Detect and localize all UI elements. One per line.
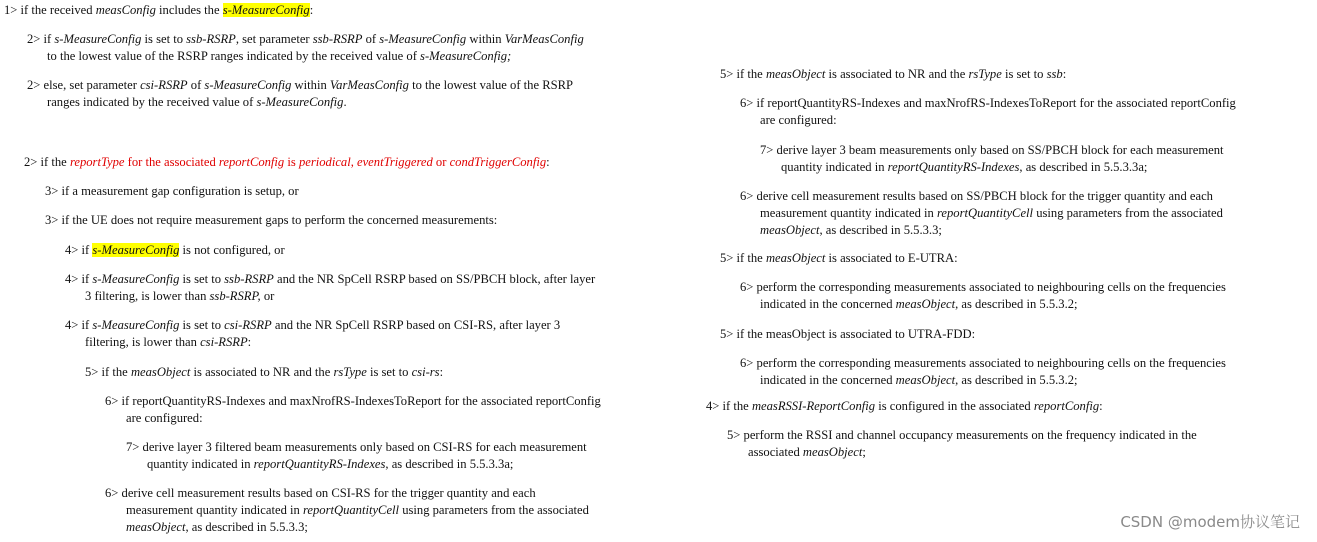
- italic-term: ssb-RSRP: [312, 32, 363, 46]
- text-run: and the NR SpCell RSRP based on CSI-RS, after layer 3: [271, 318, 561, 332]
- text-run: 5> if the: [85, 365, 131, 379]
- clause-right-9: [700, 398, 1103, 415]
- text-run: is configured in the associated: [875, 399, 1034, 413]
- text-run: is set to: [179, 272, 225, 286]
- italic-term: reportType: [69, 155, 125, 169]
- clause-line: [700, 444, 1197, 461]
- text-run: associated: [748, 445, 803, 459]
- italic-term: reportQuantityRS-Indexes: [253, 457, 386, 471]
- clause-line: [0, 94, 573, 111]
- text-run: 2> if: [27, 32, 55, 46]
- clause-line: [0, 456, 587, 473]
- clause-line: [0, 242, 285, 259]
- italic-term: s-MeasureConfig: [256, 95, 344, 109]
- clause-right-8: [700, 355, 1226, 389]
- text-run: is set to: [1001, 67, 1047, 81]
- text-run: to the lowest value of the RSRP: [408, 78, 574, 92]
- text-run: of: [362, 32, 380, 46]
- clause-line: [700, 296, 1226, 313]
- text-run: is set to: [141, 32, 187, 46]
- text-run: indicated in the concerned: [760, 373, 896, 387]
- clause-left-8: [0, 271, 595, 305]
- clause-line: [0, 317, 560, 334]
- clause-left-1: [0, 2, 313, 19]
- text-run: indicated in the concerned: [760, 297, 896, 311]
- text-run: quantity indicated in: [781, 160, 888, 174]
- clause-line: [0, 364, 443, 381]
- italic-term: reportQuantityRS-Indexes: [887, 160, 1020, 174]
- italic-term: reportConfig: [1033, 399, 1100, 413]
- clause-left-2: [0, 31, 584, 65]
- italic-term: s-MeasureConfig: [54, 32, 142, 46]
- italic-term: s-MeasureConfig: [92, 318, 180, 332]
- italic-term: s-MeasureConfig;: [420, 49, 512, 63]
- italic-term: ssb: [1046, 67, 1063, 81]
- text-run: 2> else, set parameter: [27, 78, 141, 92]
- clause-line: [700, 250, 958, 267]
- text-run: and the NR SpCell RSRP based on SS/PBCH block, after layer: [273, 272, 596, 286]
- clause-left-5: [0, 183, 299, 200]
- clause-line: [0, 334, 560, 351]
- clause-line: [0, 48, 584, 65]
- text-run: 2> if the: [24, 155, 70, 169]
- italic-term: rsType: [968, 67, 1002, 81]
- text-run: 5> perform the RSSI and channel occupancy measurements on the frequency indicated in the: [727, 428, 1197, 442]
- text-run: 4> if: [65, 318, 93, 332]
- text-run: filtering, is lower than: [85, 335, 201, 349]
- clause-line: [0, 271, 595, 288]
- italic-term: measObject: [895, 373, 956, 387]
- clause-line: [0, 519, 589, 536]
- text-run: or: [432, 155, 450, 169]
- clause-left-12: [0, 439, 587, 473]
- clause-left-6: [0, 212, 497, 229]
- text-run: ranges indicated by the received value of: [47, 95, 257, 109]
- clause-right-10: [700, 427, 1197, 461]
- text-run: is set to: [366, 365, 412, 379]
- clause-left-9: [0, 317, 560, 351]
- clause-left-3: [0, 77, 573, 111]
- text-run: :: [439, 365, 444, 379]
- italic-term: csi-RSRP: [140, 78, 188, 92]
- text-run: are configured:: [126, 411, 203, 425]
- italic-term: reportQuantityCell: [302, 503, 400, 517]
- clause-line: [0, 410, 601, 427]
- italic-term: VarMeasConfig: [504, 32, 584, 46]
- italic-term: measConfig: [95, 3, 156, 17]
- clause-line: [700, 222, 1223, 239]
- text-run: 3> if a measurement gap configuration is setup, or: [45, 184, 299, 198]
- clause-line: [700, 112, 1236, 129]
- clause-left-13: [0, 485, 589, 536]
- text-run: 6> if reportQuantityRS-Indexes and maxNrofRS-IndexesToReport for the associated reportConfig: [740, 96, 1236, 110]
- clause-line: [700, 279, 1226, 296]
- text-run: .: [343, 95, 347, 109]
- text-run: for the associated: [124, 155, 219, 169]
- clause-left-7: [0, 242, 285, 259]
- clause-line: [0, 439, 587, 456]
- text-run: , as described in 5.5.3.2;: [955, 297, 1078, 311]
- italic-term: s-MeasureConfig: [204, 78, 292, 92]
- italic-term: csi-RSRP: [200, 335, 248, 349]
- text-run: ;: [862, 445, 866, 459]
- text-run: 6> derive cell measurement results based on CSI-RS for the trigger quantity and each: [105, 486, 536, 500]
- clause-left-4: [0, 154, 550, 171]
- clause-line: [0, 485, 589, 502]
- text-run: :: [1062, 67, 1067, 81]
- highlighted-term: s-MeasureConfig: [222, 3, 310, 17]
- text-run: within: [466, 32, 505, 46]
- text-run: includes the: [155, 3, 223, 17]
- italic-term: s-MeasureConfig: [379, 32, 467, 46]
- text-run: :: [1099, 399, 1103, 413]
- italic-term: ssb-RSRP: [186, 32, 236, 46]
- text-run: :: [546, 155, 550, 169]
- clause-line: [700, 427, 1197, 444]
- clause-line: [0, 77, 573, 94]
- text-run: 3> if the UE does not require measurement gaps to perform the concerned measurements:: [45, 213, 498, 227]
- clause-line: [0, 2, 313, 19]
- text-run: measurement quantity indicated in: [126, 503, 303, 517]
- italic-term: condTriggerConfig: [449, 155, 547, 169]
- text-run: 3 filtering, is lower than: [85, 289, 210, 303]
- text-run: is associated to NR and the: [825, 67, 969, 81]
- italic-term: csi-RSRP: [224, 318, 272, 332]
- italic-term: eventTriggered: [357, 155, 433, 169]
- clause-line: [0, 183, 299, 200]
- clause-line: [0, 502, 589, 519]
- italic-term: measObject: [765, 251, 826, 265]
- text-run: 7> derive layer 3 filtered beam measurements only based on CSI-RS for each measurement: [126, 440, 587, 454]
- clause-line: [0, 393, 601, 410]
- text-run: is associated to E-UTRA:: [825, 251, 958, 265]
- text-run: 5> if the: [720, 67, 766, 81]
- text-run: is associated to NR and the: [190, 365, 334, 379]
- italic-term: measObject: [130, 365, 191, 379]
- italic-term: measObject: [760, 223, 820, 237]
- text-run: , as described in 5.5.3.3;: [185, 520, 308, 534]
- clause-line: [700, 66, 1066, 83]
- text-run: are configured:: [760, 113, 837, 127]
- clause-line: [700, 95, 1236, 112]
- italic-term: measRSSI-ReportConfig: [751, 399, 876, 413]
- text-run: is not configured, or: [179, 243, 285, 257]
- clause-line: [700, 205, 1223, 222]
- clause-line: [0, 31, 584, 48]
- clause-right-4: [700, 188, 1223, 239]
- text-run: of: [187, 78, 205, 92]
- clause-line: [700, 159, 1224, 176]
- text-run: quantity indicated in: [147, 457, 254, 471]
- text-run: using parameters from the associated: [1033, 206, 1223, 220]
- italic-term: reportQuantityCell: [936, 206, 1034, 220]
- text-run: is set to: [179, 318, 225, 332]
- clause-line: [0, 212, 497, 229]
- text-run: using parameters from the associated: [399, 503, 589, 517]
- italic-term: measObject: [802, 445, 863, 459]
- text-run: 5> if the: [720, 251, 766, 265]
- text-run: :: [247, 335, 252, 349]
- italic-term: ssb-RSRP,: [209, 289, 261, 303]
- watermark: CSDN @modem协议笔记: [1120, 513, 1300, 531]
- italic-term: periodical: [298, 155, 351, 169]
- text-run: 6> perform the corresponding measurements associated to neighbouring cells on the frequencies: [740, 356, 1226, 370]
- text-run: or: [260, 289, 275, 303]
- italic-term: VarMeasConfig: [329, 78, 409, 92]
- clause-right-7: [700, 326, 975, 343]
- text-run: , as described in 5.5.3.2;: [955, 373, 1078, 387]
- text-run: 7> derive layer 3 beam measurements only based on SS/PBCH block for each measurement: [760, 143, 1224, 157]
- clause-line: [0, 154, 550, 171]
- text-run: , as described in 5.5.3.3;: [819, 223, 942, 237]
- text-run: 4> if: [65, 272, 93, 286]
- clause-left-11: [0, 393, 601, 427]
- text-run: to the lowest value of the RSRP ranges indicated by the received value of: [47, 49, 421, 63]
- clause-right-2: [700, 95, 1236, 129]
- text-run: , as described in 5.5.3.3a;: [1019, 160, 1148, 174]
- italic-term: rsType: [333, 365, 367, 379]
- italic-term: measObject: [765, 67, 826, 81]
- clause-right-1: [700, 66, 1066, 83]
- italic-term: reportConfig: [218, 155, 285, 169]
- clause-right-3: [700, 142, 1224, 176]
- text-run: 6> derive cell measurement results based on SS/PBCH block for the trigger quantity and each: [740, 189, 1213, 203]
- clause-line: [700, 372, 1226, 389]
- italic-term: measObject: [895, 297, 956, 311]
- clause-left-10: [0, 364, 443, 381]
- text-run: 5> if the measObject is associated to UTRA-FDD:: [720, 327, 976, 341]
- text-run: 1> if the received: [4, 3, 96, 17]
- clause-line: [0, 288, 595, 305]
- text-run: 4> if: [65, 243, 93, 257]
- text-run: , as described in 5.5.3.3a;: [385, 457, 514, 471]
- text-run: 6> perform the corresponding measurements associated to neighbouring cells on the frequencies: [740, 280, 1226, 294]
- clause-line: [700, 142, 1224, 159]
- text-run: :: [309, 3, 314, 17]
- highlighted-term: s-MeasureConfig: [92, 243, 180, 257]
- text-run: , set parameter: [235, 32, 313, 46]
- text-run: ,: [350, 155, 357, 169]
- clause-line: [700, 326, 975, 343]
- text-run: measurement quantity indicated in: [760, 206, 937, 220]
- clause-line: [700, 398, 1103, 415]
- clause-right-6: [700, 279, 1226, 313]
- text-run: 4> if the: [706, 399, 752, 413]
- italic-term: s-MeasureConfig: [92, 272, 180, 286]
- italic-term: ssb-RSRP: [224, 272, 274, 286]
- text-run: is: [284, 155, 299, 169]
- italic-term: csi-rs: [411, 365, 440, 379]
- clause-line: [700, 188, 1223, 205]
- italic-term: measObject: [126, 520, 186, 534]
- clause-line: [700, 355, 1226, 372]
- clause-right-5: [700, 250, 958, 267]
- text-run: 6> if reportQuantityRS-Indexes and maxNrofRS-IndexesToReport for the associated reportConfig: [105, 394, 601, 408]
- text-run: within: [291, 78, 330, 92]
